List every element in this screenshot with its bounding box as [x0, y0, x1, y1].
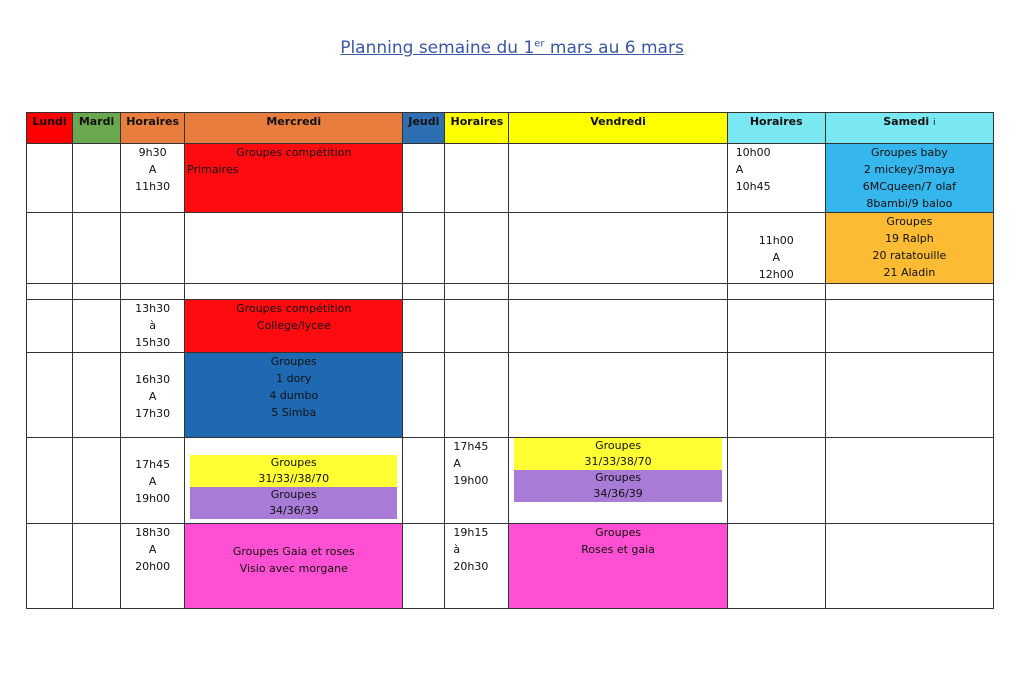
time-cell: 9h30 A 11h30	[121, 144, 185, 213]
table-row	[27, 353, 994, 438]
activity-block: Groupes 34/36/39	[514, 470, 721, 502]
header-horaires: Horaires	[727, 113, 825, 144]
table-row	[27, 524, 994, 609]
page-title: Planning semaine du 1er mars au 6 mars	[340, 38, 684, 58]
activity-block: Groupes 19 Ralph 20 ratatouille 21 Aladin	[825, 213, 993, 284]
table-row	[27, 300, 994, 353]
activity-block: Groupes 34/36/39	[190, 487, 397, 519]
time-cell: 19h15 à 20h30	[445, 524, 509, 609]
time-cell: 13h30 à 15h30	[121, 300, 185, 353]
header-mercredi: Mercredi	[185, 113, 403, 144]
time-cell: 16h30 A 17h30	[121, 353, 185, 438]
header-lundi: Lundi	[27, 113, 73, 144]
activity-block: Groupes compétition College/lycee	[185, 300, 403, 353]
header-horaires: Horaires	[121, 113, 185, 144]
header-mardi: Mardi	[73, 113, 121, 144]
activity-block: Groupes baby 2 mickey/3maya 6MCqueen/7 olaf 8bambi/9 baloo	[825, 144, 993, 213]
activity-block: Groupes Gaia et roses Visio avec morgane	[185, 524, 403, 609]
table-row	[27, 213, 994, 284]
activity-block: Groupes 31/33//38/70	[190, 455, 397, 487]
header-jeudi: Jeudi	[403, 113, 445, 144]
table-row	[27, 144, 994, 213]
table-row	[27, 438, 994, 524]
activity-cell	[509, 438, 727, 524]
activity-block: Groupes compétition Primaires	[185, 144, 403, 213]
time-cell: 17h45 A 19h00	[445, 438, 509, 524]
activity-cell	[185, 438, 403, 524]
header-samedi: Samedi i	[825, 113, 993, 144]
activity-block: Groupes 31/33/38/70	[514, 438, 721, 470]
activity-block: Groupes 1 dory 4 dumbo 5 Simba	[185, 353, 403, 438]
header-horaires: Horaires	[445, 113, 509, 144]
header-vendredi: Vendredi	[509, 113, 727, 144]
time-cell: 10h00 A 10h45	[727, 144, 825, 213]
schedule-table	[26, 112, 994, 609]
time-cell: 18h30 A 20h00	[121, 524, 185, 609]
table-row	[27, 284, 994, 300]
activity-block: Groupes Roses et gaia	[509, 524, 727, 609]
time-cell: 11h00 A 12h00	[727, 213, 825, 284]
time-cell: 17h45 A 19h00	[121, 438, 185, 524]
